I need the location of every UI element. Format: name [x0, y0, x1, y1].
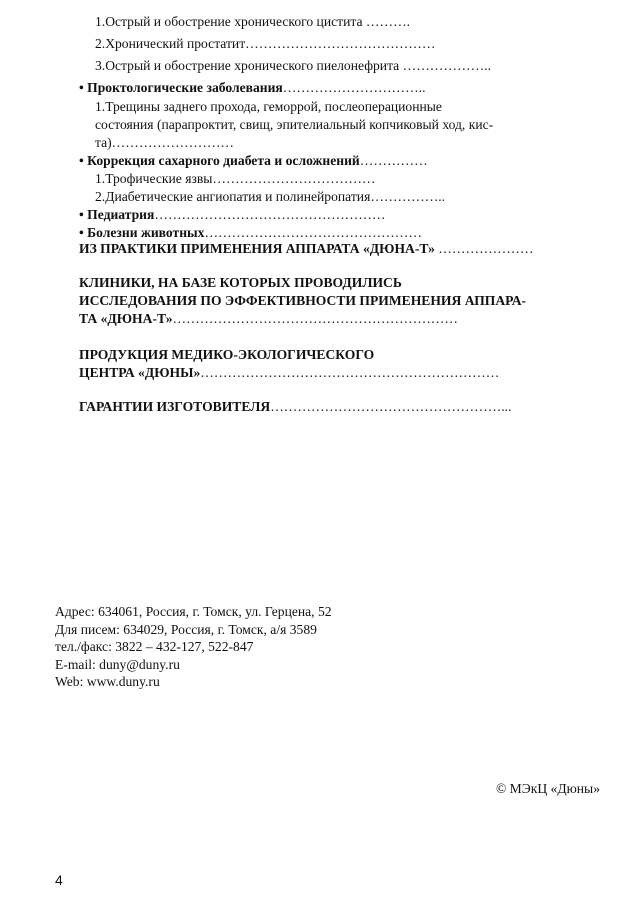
toc-section-title: Педиатрия [87, 207, 155, 222]
toc-entry-fissures-line2: состояния (парапроктит, свищ, эпителиальный копчиковый ход, кис- [95, 117, 494, 132]
toc-entry-products-line2 [79, 364, 499, 382]
toc-section-title: Коррекция сахарного диабета и осложнений [87, 153, 360, 168]
toc-dots: ……………………………………………... [270, 399, 512, 414]
toc-dots: ………………… [434, 241, 534, 256]
bullet: • [79, 80, 84, 95]
toc-entry-proctology [79, 79, 426, 97]
toc-entry-fissures-line1: 1.Трещины заднего прохода, геморрой, послеоперационные [95, 99, 442, 114]
phone-fax: тел./факс: 3822 – 432-127, 522-847 [55, 639, 254, 654]
bullet: • [79, 153, 84, 168]
toc-dots: …………………………………………… [154, 207, 386, 222]
toc-dots: ………………………………………… [204, 225, 422, 240]
toc-heading-title: ЦЕНТРА «ДЮНЫ» [79, 365, 201, 380]
toc-entry-fissures-line3: та)……………………… [95, 135, 235, 150]
toc-section-title: Болезни животных [87, 225, 205, 240]
copyright-notice: © МЭкЦ «Дюны» [495, 781, 600, 796]
bullet: • [79, 207, 84, 222]
toc-entry-products-line1: ПРОДУКЦИЯ МЕДИКО-ЭКОЛОГИЧЕСКОГО [79, 347, 375, 362]
toc-section-title: Проктологические заболевания [87, 80, 283, 95]
mailing-address: Для писем: 634029, Россия, г. Томск, а/я 3589 [55, 621, 317, 637]
contact-address-block [55, 603, 332, 691]
toc-entry-clinics-line2: ИССЛЕДОВАНИЯ ПО ЭФФЕКТИВНОСТИ ПРИМЕНЕНИЯ АППАРА- [79, 293, 527, 308]
toc-entry-warranty [79, 398, 511, 416]
toc-entry-cystitis: 1.Острый и обострение хронического цистита ………. [95, 14, 411, 29]
bullet: • [79, 225, 84, 240]
website: Web: www.duny.ru [55, 674, 160, 689]
toc-entry-clinics-line3 [79, 310, 458, 328]
page-number: 4 [55, 872, 63, 888]
toc-dots: ………………………………………………………… [200, 365, 500, 380]
toc-heading-title: ГАРАНТИИ ИЗГОТОВИТЕЛЯ [79, 399, 271, 414]
email: E-mail: duny@duny.ru [55, 656, 180, 672]
toc-entry-pediatrics [79, 206, 385, 224]
toc-entry-diabetes [79, 152, 428, 170]
toc-heading-title: ИЗ ПРАКТИКИ ПРИМЕНЕНИЯ АППАРАТА «ДЮНА-Т» [79, 241, 435, 256]
toc-entry-pyelonephritis: 3.Острый и обострение хронического пиелонефрита ……………….. [95, 58, 491, 73]
toc-entry-clinics-line1: КЛИНИКИ, НА БАЗЕ КОТОРЫХ ПРОВОДИЛИСЬ [79, 275, 402, 290]
toc-entry-angiopathy: 2.Диабетические ангиопатия и полинейропатия…………….. [95, 189, 446, 204]
toc-heading-title: ТА «ДЮНА-Т» [79, 311, 173, 326]
postal-address: Адрес: 634061, Россия, г. Томск, ул. Герцена, 52 [55, 604, 332, 619]
toc-entry-practice [79, 240, 533, 258]
toc-dots: ……………………………………………………… [172, 311, 458, 326]
toc-dots: ………………………….. [282, 80, 426, 95]
toc-entry-trophic-ulcers: 1.Трофические язвы……………………………… [95, 171, 376, 186]
toc-dots: …………… [359, 153, 428, 168]
toc-entry-prostatitis: 2.Хронический простатит…………………………………… [95, 36, 436, 51]
